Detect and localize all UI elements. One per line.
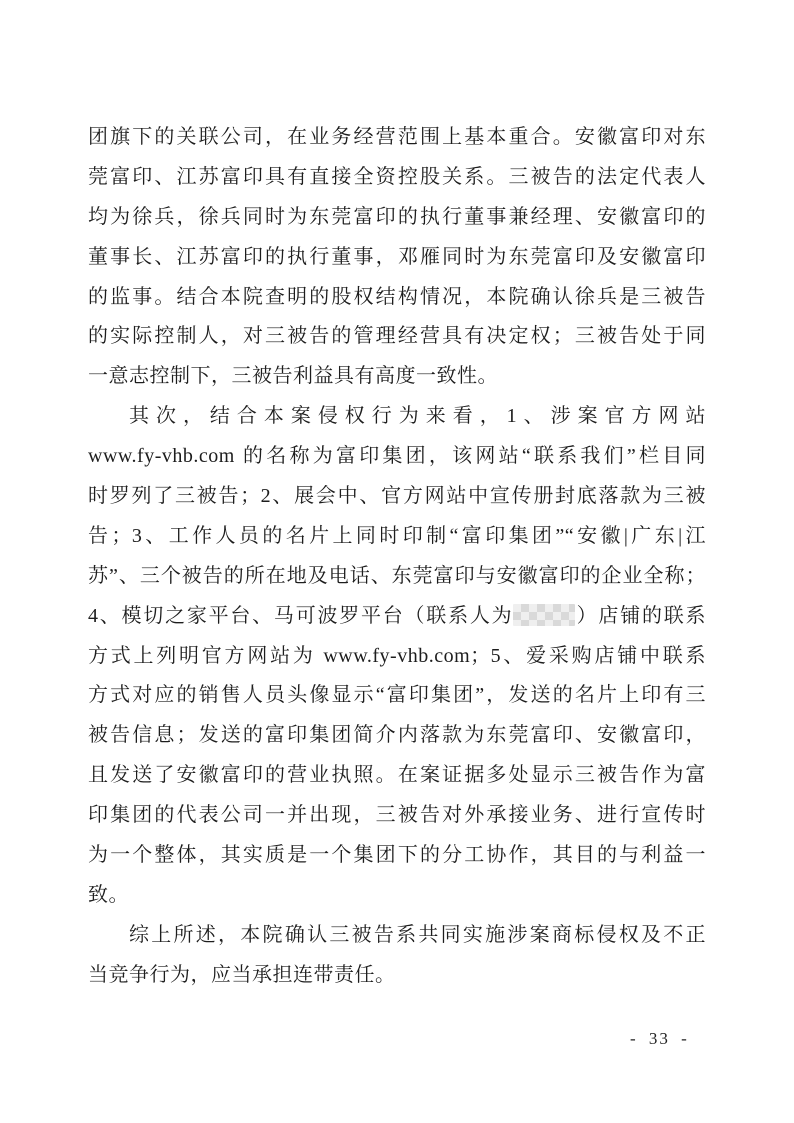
text-line: 方式上列明官方网站为 www.fy-vhb.com；5、爱采购店铺中联系 (88, 644, 706, 667)
text-segment: 4、模切之家平台、马可波罗平台（联系人为 (88, 604, 514, 627)
text-line: 被告信息；发送的富印集团简介内落款为东莞富印、安徽富印， (88, 724, 706, 747)
text-line: 莞富印、江苏富印具有直接全资控股关系。三被告的法定代表人 (88, 165, 706, 188)
text-line: 团旗下的关联公司，在业务经营范围上基本重合。安徽富印对东 (88, 126, 706, 148)
text-line: www.fy-vhb.com 的名称为富印集团，该网站“联系我们”栏目同 (88, 445, 706, 468)
text-line: 且发送了安徽富印的营业执照。在案证据多处显示三被告作为富 (88, 764, 706, 787)
page-number: - 33 - (630, 1029, 689, 1048)
text-line: 其次，结合本案侵权行为来看，1、涉案官方网站 (129, 405, 706, 428)
text-line: 时罗列了三被告；2、展会中、官方网站中宣传册封底落款为三被 (88, 485, 706, 508)
text-line: 的监事。结合本院查明的股权结构情况，本院确认徐兵是三被告 (88, 285, 706, 308)
text-line (88, 597, 706, 637)
text-line: 董事长、江苏富印的执行董事，邓雁同时为东莞富印及安徽富印 (88, 245, 706, 268)
text-line: 印集团的代表公司一并出现，三被告对外承接业务、进行宣传时 (88, 804, 706, 827)
text-line: 的实际控制人，对三被告的管理经营具有决定权；三被告处于同 (88, 325, 706, 348)
text-line: 致。 (88, 883, 129, 906)
text-line: 当竞争行为，应当承担连带责任。 (88, 963, 396, 986)
text-line: 为一个整体，其实质是一个集团下的分工协作，其目的与利益一 (88, 844, 706, 867)
text-line: 方式对应的销售人员头像显示“富印集团”，发送的名片上印有三 (88, 684, 706, 707)
text-line: 一意志控制下，三被告利益具有高度一致性。 (88, 365, 498, 388)
text-line: 综上所述，本院确认三被告系共同实施涉案商标侵权及不正 (129, 923, 706, 946)
redaction-mosaic (513, 604, 575, 626)
text-line: 苏”、三个被告的所在地及电话、东莞富印与安徽富印的企业全称； (88, 564, 706, 587)
text-line: 告；3、工作人员的名片上同时印制“富印集团”“安徽|广东|江 (88, 524, 706, 547)
document-body (88, 118, 706, 996)
text-line: 均为徐兵，徐兵同时为东莞富印的执行董事兼经理、安徽富印的 (88, 205, 706, 228)
text-segment: ）店铺的联系 (575, 604, 706, 627)
